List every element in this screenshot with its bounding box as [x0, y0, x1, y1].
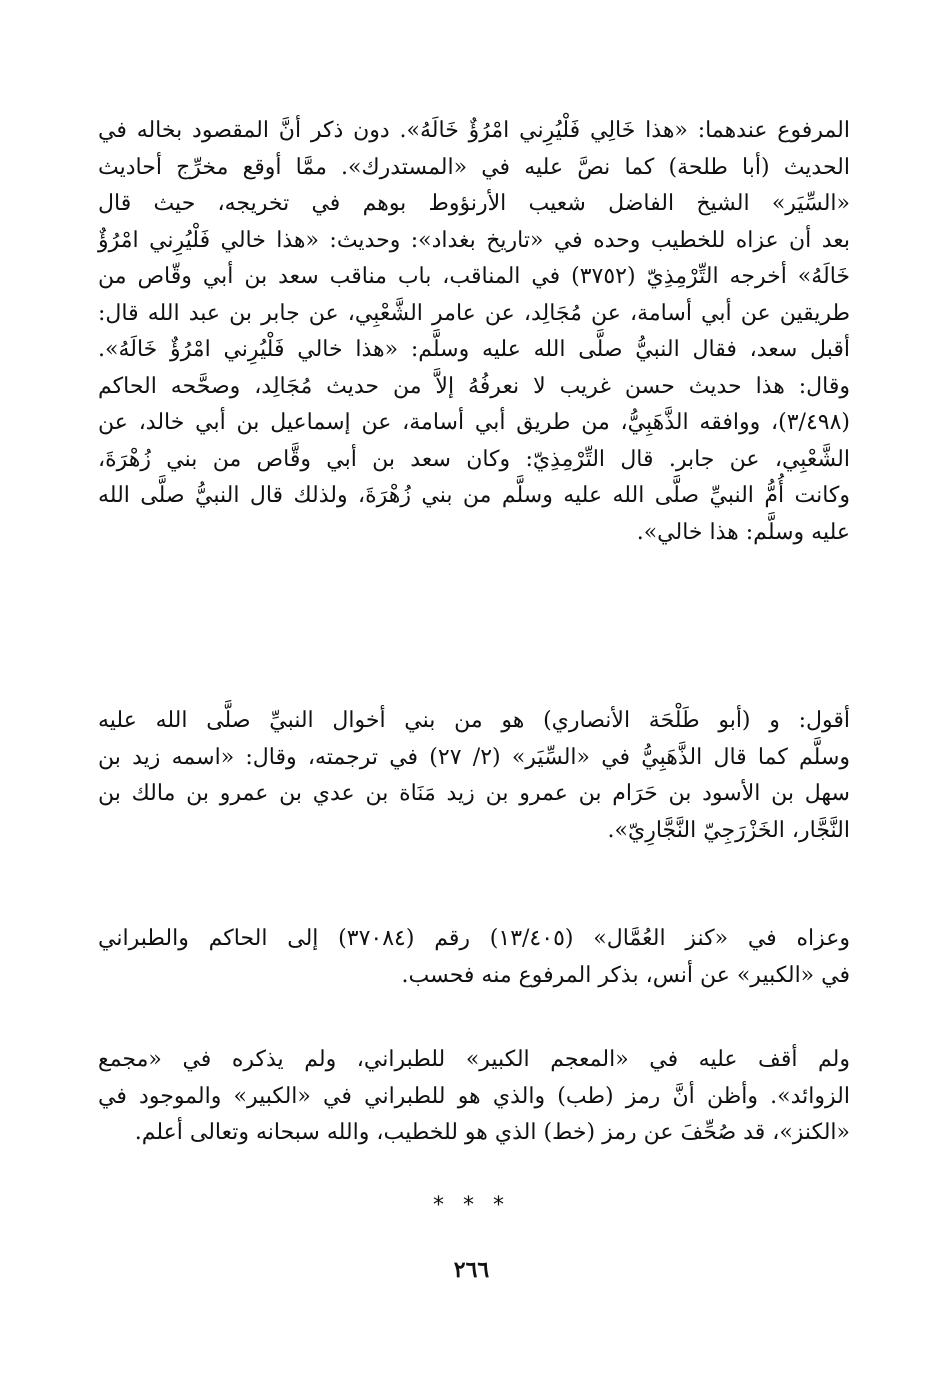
- paragraph-3: [98, 921, 850, 994]
- text-line: (٣/٤٩٨)، ووافقه الذَّهَبِيُّ، من طريق أبي أسامة، عن إسماعيل بن أبي خالد، عن: [98, 410, 850, 435]
- text-line: «الكنز»، قد صُحِّفَ عن رمز (خط) الذي هو للخطيب، والله سبحانه وتعالى أعلم.: [134, 1120, 850, 1145]
- text-line: الشَّعْبِي، عن جابر. قال التِّرْمِذِيّ: وكان سعد بن أبي وقَّاص من بني زُهْرَةَ،: [98, 446, 850, 472]
- text-line: طريقين عن أبي أسامة، عن مُجَالِد، عن عامر الشَّعْبِي، عن جابر بن عبد الله قال:: [98, 300, 850, 326]
- text-line: وعزاه في «كنز العُمَّال» (١٣/٤٠٥) رقم (٣٧٠٨٤) إلى الحاكم والطبراني: [98, 926, 851, 951]
- text-line: الحديث (أبا طلحة) كما نصَّ عليه في «المستدرك». ممَّا أوقع مخرِّج أحاديث: [98, 154, 850, 180]
- text-line: وسلَّم كما قال الذَّهَبِيُّ في «السِّيَر» (٢/ ٢٧) في ترجمته، وقال: «اسمه زيد بن: [98, 744, 851, 770]
- section-separator: * * *: [433, 1193, 510, 1218]
- text-line: خَالَهُ» أخرجه التِّرْمِذِيّ (٣٧٥٢) في المناقب، باب مناقب سعد بن أبي وقّاص من: [98, 264, 850, 289]
- paragraph-2: [98, 703, 850, 849]
- text-line: وقال: هذا حديث حسن غريب لا نعرفُهُ إلاَّ من حديث مُجَالِد، وصحَّحه الحاكم: [98, 373, 850, 399]
- text-line: أقول: و (أبو طَلْحَة الأنصاري) هو من بني أخوال النبيِّ صلَّى الله عليه: [98, 708, 850, 733]
- page-number: ٢٦٦: [453, 1257, 490, 1283]
- text-line: النَّجَّار، الخَزْرَجِيّ النَّجَّارِيّ».: [607, 817, 850, 843]
- text-line: الزوائد». وأظن أنَّ رمز (طب) والذي هو للطبراني في «الكبير» والموجود في: [98, 1083, 850, 1109]
- text-line: بعد أن عزاه للخطيب وحده في «تاريخ بغداد»: وحديث: «هذا خالي فَلْيُرِني امْرُؤٌ: [98, 227, 850, 253]
- text-line: سهل بن الأسود بن حَرَام بن عمرو بن زيد مَنَاة بن عدي بن عمرو بن مالك بن: [98, 781, 850, 806]
- text-line: عليه وسلَّم: هذا خالي».: [636, 519, 850, 545]
- text-line: وكانت أُمُّ النبيِّ صلَّى الله عليه وسلَّم من بني زُهْرَةَ، ولذلك قال النبيُّ صلَّى الله: [98, 483, 850, 508]
- text-line: في «الكبير» عن أنس، بذكر المرفوع منه فحسب.: [401, 962, 850, 988]
- text-line: المرفوع عندهما: «هذا خَالِي فَلْيُرِني امْرُؤٌ خَالَهُ». دون ذكر أنَّ المقصود بخاله في: [98, 118, 850, 143]
- paragraph-4: [98, 1042, 850, 1152]
- paragraph-1: [98, 113, 850, 551]
- text-line: أقبل سعد، فقال النبيُّ صلَّى الله عليه وسلَّم: «هذا خالي فَلْيُرِني امْرُؤٌ خَالَهُ».: [98, 337, 850, 362]
- text-line: ولم أقف عليه في «المعجم الكبير» للطبراني، ولم يذكره في «مجمع: [98, 1047, 850, 1072]
- text-line: «السِّيَر» الشيخ الفاضل شعيب الأرنؤوط بوهم في تخريجه، حيث قال: [98, 191, 850, 216]
